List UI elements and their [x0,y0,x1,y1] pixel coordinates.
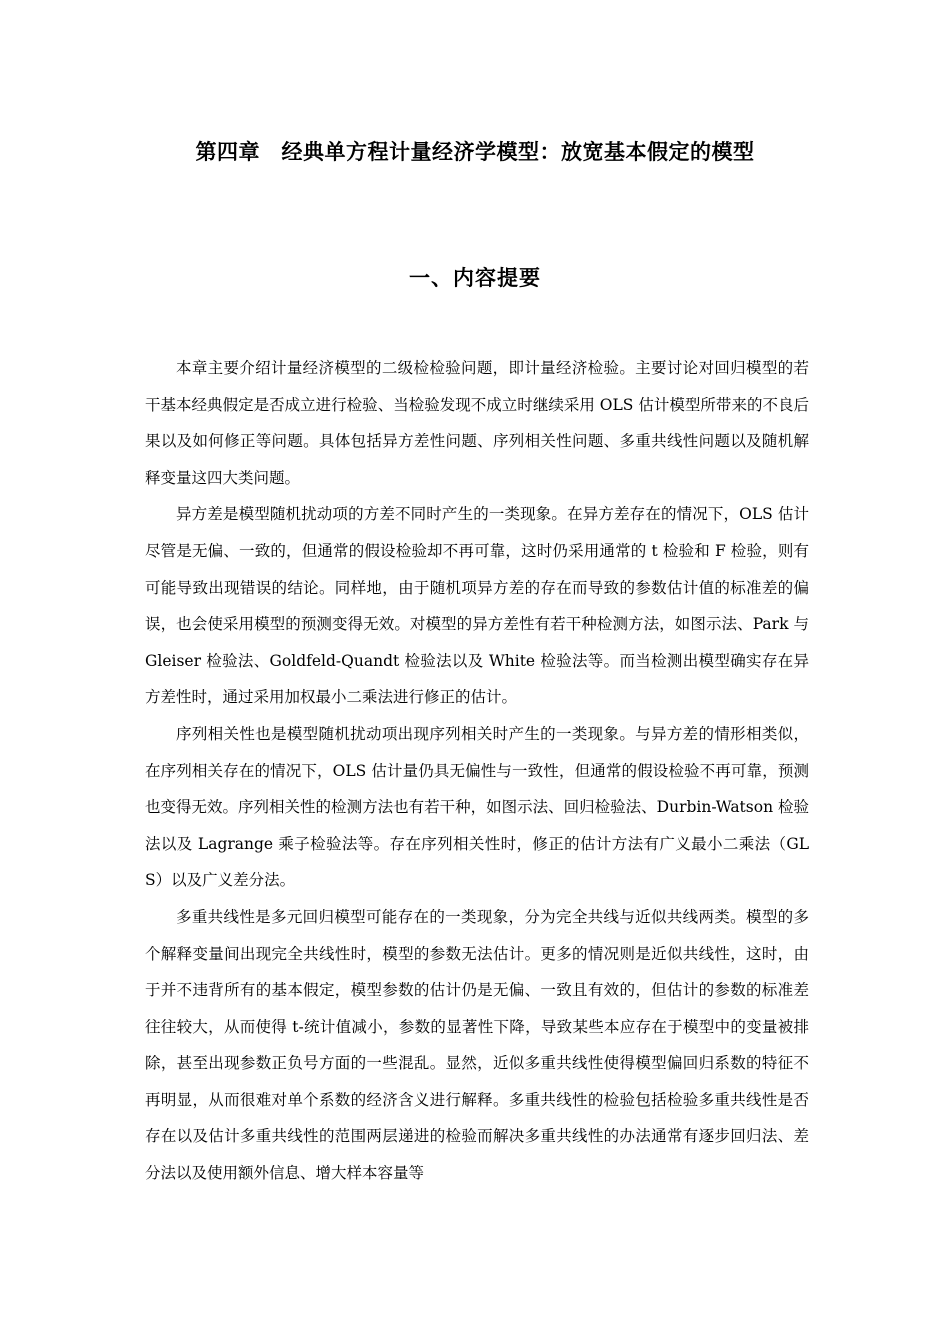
body-text [145,350,809,1192]
paragraph-multicollinearity: 多重共线性是多元回归模型可能存在的一类现象，分为完全共线与近似共线两类。模型的多个解释变量间出现完全共线性时，模型的参数无法估计。更多的情况则是近似共线性，这时，由于并不违背所有的基本假定，模型参数的估计仍是无偏、一致且有效的，但估计的参数的标准差往往较大，从而使得 t-统计值减小，参数的显著性下降，导致某些本应存在于模型中的变量被排除，甚至出现参数正负号方面的一些混乱。显然，近似多重共线性使得模型偏回归系数的特征不再明显，从而很难对单个系数的经济含义进行解释。多重共线性的检验包括检验多重共线性是否存在以及估计多重共线性的范围两层递进的检验而解决多重共线性的办法通常有逐步回归法、差分法以及使用额外信息、增大样本容量等 [145,907,809,1183]
paragraph-heteroscedasticity: 异方差是模型随机扰动项的方差不同时产生的一类现象。在异方差存在的情况下，OLS 估计尽管是无偏、一致的，但通常的假设检验却不再可靠，这时仍采用通常的 t 检验和 F 检验，则有可能导致出现错误的结论。同样地，由于随机项异方差的存在而导致的参数估计值的标准差的偏误，也会使采用模型的预测变得无效。对模型的异方差性有若干种检测方法，如图示法、Park 与 Gleiser 检验法、Goldfeld-Quandt 检验法以及 White 检验法等。而当检测出模型确实存在异方差性时，通过采用加权最小二乘法进行修正的估计。 [145,505,809,707]
paragraph-serial-correlation: 序列相关性也是模型随机扰动项出现序列相关时产生的一类现象。与异方差的情形相类似，在序列相关存在的情况下，OLS 估计量仍具无偏性与一致性，但通常的假设检验不再可靠，预测也变得无效。序列相关性的检测方法也有若干种，如图示法、回归检验法、Durbin-Watson 检验法以及 Lagrange 乘子检验法等。存在序列相关性时，修正的估计方法有广义最小二乘法（GLS）以及广义差分法。 [145,724,809,890]
paragraph-intro: 本章主要介绍计量经济模型的二级检检验问题，即计量经济检验。主要讨论对回归模型的若干基本经典假定是否成立进行检验、当检验发现不成立时继续采用 OLS 估计模型所带来的不良后果以及如何修正等问题。具体包括异方差性问题、序列相关性问题、多重共线性问题以及随机解释变量这四大类问题。 [145,359,809,487]
chapter-title: 第四章 经典单方程计量经济学模型：放宽基本假定的模型 [195,139,755,164]
section-title: 一、内容提要 [409,265,541,290]
